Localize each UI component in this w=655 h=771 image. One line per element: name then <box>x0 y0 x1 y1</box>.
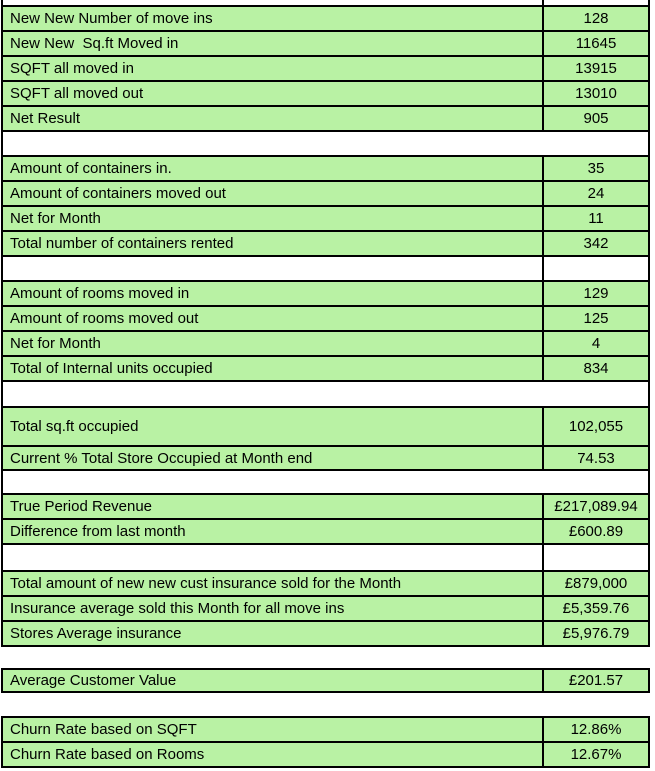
row-value: 35 <box>587 160 605 177</box>
table-row <box>3 572 648 597</box>
row-label-cell[interactable] <box>3 107 544 130</box>
row-label-cell[interactable] <box>3 572 544 595</box>
table-row-spacer <box>3 382 648 408</box>
table-row <box>3 622 648 647</box>
row-label-cell[interactable] <box>3 408 544 445</box>
row-label: Average Customer Value <box>10 672 177 689</box>
row-value-cell[interactable] <box>544 495 648 518</box>
table-row-spacer <box>3 257 648 282</box>
row-value: 13010 <box>575 85 617 102</box>
row-label-cell[interactable] <box>3 307 544 330</box>
table-row <box>3 332 648 357</box>
row-label-cell[interactable] <box>3 357 544 380</box>
row-label: Total sq.ft occupied <box>10 418 139 435</box>
row-label-cell[interactable] <box>3 132 544 155</box>
row-value-cell[interactable] <box>544 670 648 691</box>
row-value: £5,976.79 <box>562 625 630 642</box>
row-value-cell[interactable] <box>544 408 648 445</box>
row-label-cell[interactable] <box>3 257 544 280</box>
row-value-cell[interactable] <box>544 257 648 280</box>
table-row-spacer <box>3 545 648 572</box>
row-value: 13915 <box>575 60 617 77</box>
row-value-cell[interactable] <box>544 182 648 205</box>
row-label: Churn Rate based on SQFT <box>10 721 197 738</box>
row-label-cell[interactable] <box>3 743 544 766</box>
table-row <box>3 82 648 107</box>
table-row <box>3 182 648 207</box>
row-value: 24 <box>587 185 605 202</box>
table-row <box>3 743 648 766</box>
row-label: Net for Month <box>10 210 101 227</box>
row-value: £5,359.76 <box>562 600 630 617</box>
row-value-cell[interactable] <box>544 132 648 155</box>
row-label-cell[interactable] <box>3 382 544 406</box>
row-label: Insurance average sold this Month for all move ins <box>10 600 345 617</box>
row-label-cell[interactable] <box>3 718 544 741</box>
row-label-cell[interactable] <box>3 57 544 80</box>
row-label: True Period Revenue <box>10 498 153 515</box>
row-value: 128 <box>583 10 609 27</box>
average-customer-value-table <box>1 668 650 693</box>
table-row-spacer <box>3 471 648 495</box>
row-label: Total number of containers rented <box>10 235 234 252</box>
row-label-cell[interactable] <box>3 622 544 645</box>
row-label-cell[interactable] <box>3 520 544 543</box>
row-value: £201.57 <box>568 672 624 689</box>
churn-rate-table <box>1 716 650 768</box>
table-row <box>3 282 648 307</box>
row-value-cell[interactable] <box>544 307 648 330</box>
row-value-cell[interactable] <box>544 597 648 620</box>
row-label-cell[interactable] <box>3 495 544 518</box>
row-value-cell[interactable] <box>544 743 648 766</box>
table-row <box>3 32 648 57</box>
row-value-cell[interactable] <box>544 332 648 355</box>
row-label-cell[interactable] <box>3 7 544 30</box>
row-value: 834 <box>583 360 609 377</box>
row-label-cell[interactable] <box>3 157 544 180</box>
row-label: Difference from last month <box>10 523 186 540</box>
section-gap <box>0 647 655 668</box>
row-label: SQFT all moved out <box>10 85 144 102</box>
row-value-cell[interactable] <box>544 622 648 645</box>
row-value-cell[interactable] <box>544 232 648 255</box>
row-value-cell[interactable] <box>544 7 648 30</box>
row-value-cell[interactable] <box>544 282 648 305</box>
row-label: Amount of rooms moved in <box>10 285 190 302</box>
row-value: 342 <box>583 235 609 252</box>
row-label: Churn Rate based on Rooms <box>10 746 205 763</box>
row-value-cell[interactable] <box>544 107 648 130</box>
table-row <box>3 7 648 32</box>
row-value-cell[interactable] <box>544 32 648 55</box>
row-label-cell[interactable] <box>3 232 544 255</box>
row-value-cell[interactable] <box>544 471 648 493</box>
table-row <box>3 670 648 691</box>
row-value: 102,055 <box>568 418 624 435</box>
row-label: SQFT all moved in <box>10 60 134 77</box>
row-value: 125 <box>583 310 609 327</box>
table-row <box>3 57 648 82</box>
table-row <box>3 232 648 257</box>
row-label: Total of Internal units occupied <box>10 360 213 377</box>
row-value: 11 <box>588 210 604 227</box>
row-value-cell[interactable] <box>544 57 648 80</box>
row-value-cell[interactable] <box>544 447 648 469</box>
row-label-cell[interactable] <box>3 32 544 55</box>
row-label: Amount of containers in. <box>10 160 172 177</box>
row-value: 74.53 <box>577 449 615 467</box>
table-row <box>3 718 648 743</box>
table-row <box>3 495 648 520</box>
row-value: 12.86% <box>570 721 622 738</box>
row-value: £879,000 <box>564 575 628 592</box>
row-label-cell[interactable] <box>3 597 544 620</box>
row-label-cell[interactable] <box>3 182 544 205</box>
section-gap <box>0 693 655 716</box>
row-label: Net Result <box>10 110 81 127</box>
summary-table <box>1 0 650 647</box>
row-value-cell[interactable] <box>544 545 648 570</box>
row-value: 129 <box>583 285 609 302</box>
table-row <box>3 357 648 382</box>
table-row <box>3 157 648 182</box>
row-value: 12.67% <box>570 746 622 763</box>
row-label-cell[interactable] <box>3 207 544 230</box>
row-label: Total amount of new new cust insurance sold for the Month <box>10 575 402 592</box>
row-value-cell[interactable] <box>544 0 648 5</box>
row-label-cell[interactable] <box>3 447 544 469</box>
table-row-spacer <box>3 132 648 157</box>
row-value-cell[interactable] <box>544 357 648 380</box>
row-value-cell[interactable] <box>544 520 648 543</box>
row-label: Stores Average insurance <box>10 625 182 642</box>
table-row <box>3 447 648 471</box>
row-value-cell[interactable] <box>544 572 648 595</box>
row-label-cell[interactable] <box>3 0 544 5</box>
table-row <box>3 408 648 447</box>
table-row <box>3 307 648 332</box>
row-value: 4 <box>591 335 601 352</box>
row-label: Current % Total Store Occupied at Month end <box>10 449 313 467</box>
row-label: Net for Month <box>10 335 101 352</box>
table-row <box>3 107 648 132</box>
row-value: 905 <box>583 110 609 127</box>
row-value-cell[interactable] <box>544 157 648 180</box>
row-value-cell[interactable] <box>544 82 648 105</box>
row-label-cell[interactable] <box>3 82 544 105</box>
row-value-cell[interactable] <box>544 207 648 230</box>
table-row <box>3 207 648 232</box>
table-row <box>3 520 648 545</box>
row-label-cell[interactable] <box>3 282 544 305</box>
row-value-cell[interactable] <box>544 382 648 406</box>
row-label: New New Sq.ft Moved in <box>10 35 179 52</box>
table-row-spacer <box>3 0 648 7</box>
table-row <box>3 597 648 622</box>
row-value: £600.89 <box>568 523 624 540</box>
row-value: 11645 <box>575 35 617 52</box>
row-label: Amount of containers moved out <box>10 185 226 202</box>
row-label: New New Number of move ins <box>10 10 213 27</box>
row-label-cell[interactable] <box>3 545 544 570</box>
row-label-cell[interactable] <box>3 471 544 493</box>
row-value: £217,089.94 <box>554 498 638 515</box>
row-value-cell[interactable] <box>544 718 648 741</box>
row-label: Amount of rooms moved out <box>10 310 199 327</box>
row-label-cell[interactable] <box>3 332 544 355</box>
row-label-cell[interactable] <box>3 670 544 691</box>
